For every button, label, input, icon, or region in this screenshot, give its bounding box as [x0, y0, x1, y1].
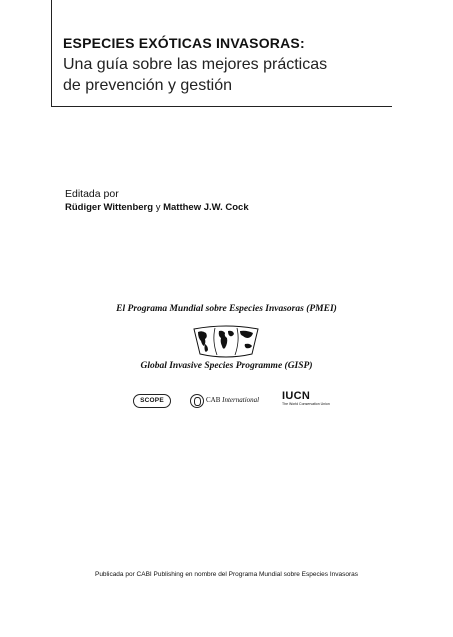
world-map-globes-icon — [192, 324, 260, 358]
scope-logo: SCOPE — [133, 394, 171, 408]
editor-2: Matthew J.W. Cock — [163, 202, 249, 213]
iucn-logo-subtext: The World Conservation Union — [282, 402, 330, 406]
publisher-note: Publicada por CABI Publishing en nombre del Programa Mundial sobre Especies Invasoras — [94, 571, 359, 578]
cab-suffix: International — [222, 396, 260, 404]
document-subtitle — [63, 54, 388, 96]
iucn-logo-text: IUCN — [282, 390, 311, 402]
editor-1: Rüdiger Wittenberg — [65, 202, 154, 213]
iucn-logo — [282, 390, 330, 409]
cab-emblem-icon — [190, 394, 204, 408]
edited-by-label: Editada por — [65, 188, 119, 200]
partner-logos — [0, 391, 453, 411]
cab-prefix: CAB — [206, 396, 221, 404]
subtitle-line-1: Una guía sobre las mejores prácticas — [63, 56, 328, 73]
program-name-spanish: El Programa Mundial sobre Especies Invasoras (PMEI) — [116, 304, 337, 314]
editor-conjunction: y — [155, 202, 161, 213]
document-title: ESPECIES EXÓTICAS INVASORAS: — [63, 35, 305, 51]
cab-international-logo — [190, 393, 270, 409]
subtitle-line-2: de prevención y gestión — [63, 77, 232, 94]
title-block — [51, 0, 392, 107]
cab-logo-text — [206, 396, 259, 404]
program-name-english: Global Invasive Species Programme (GISP) — [140, 361, 313, 371]
editor-names — [65, 202, 249, 213]
